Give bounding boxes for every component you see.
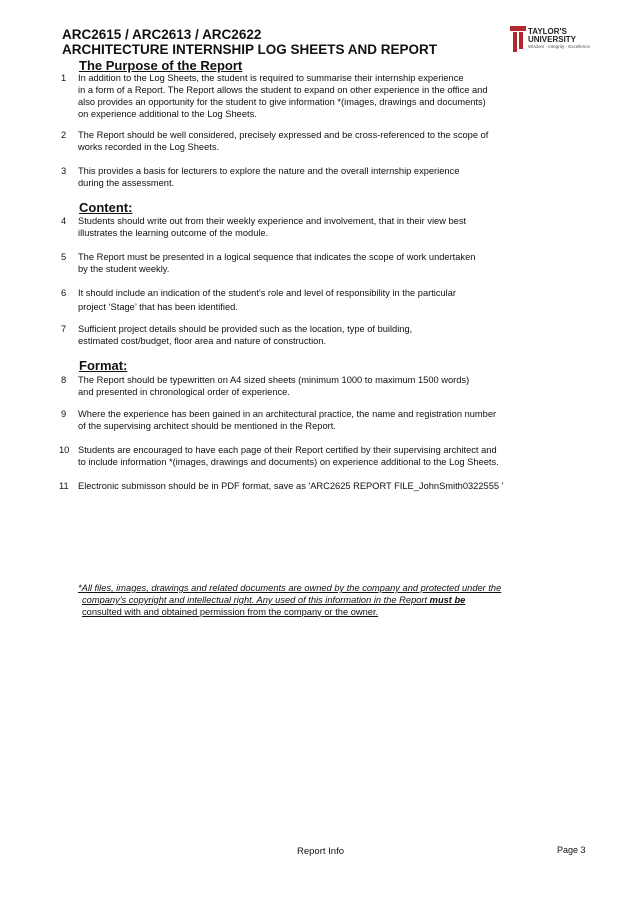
item-number: 3 xyxy=(61,166,67,176)
logo-text-university: UNIVERSITY xyxy=(528,35,577,44)
item-text-line: during the assessment. xyxy=(78,178,175,188)
item-number: 10 xyxy=(59,445,70,455)
item-text-line: The Report should be well considered, precisely expressed and be cross-referenced to the scope of xyxy=(78,130,489,140)
item-text-line: on experience additional to the Log Sheets. xyxy=(78,109,257,119)
document-title-line2: ARCHITECTURE INTERNSHIP LOG SHEETS AND REPORT xyxy=(62,42,438,57)
item-text-line: Sufficient project details should be provided such as the location, type of building, xyxy=(78,324,413,334)
university-logo-icon xyxy=(510,26,526,52)
item-number: 2 xyxy=(61,130,67,140)
note-line-2-bold: must be xyxy=(429,594,466,605)
note-line-2 xyxy=(78,595,538,607)
item-text-line: illustrates the learning outcome of the module. xyxy=(78,228,269,238)
item-text-line: The Report must be presented in a logical sequence that indicates the scope of work undertaken xyxy=(78,252,476,262)
section-heading-content: Content: xyxy=(79,200,133,215)
item-number: 1 xyxy=(61,73,67,83)
item-text-line: also provides an opportunity for the student to give information *(images, drawings and documents) xyxy=(78,97,486,107)
footer-label: Report Info xyxy=(297,846,344,857)
item-number: 4 xyxy=(61,216,67,226)
item-number: 6 xyxy=(61,288,67,298)
item-text-line: and presented in chronological order of experience. xyxy=(78,387,290,397)
item-text-line: estimated cost/budget, floor area and nature of construction. xyxy=(78,336,327,346)
document-title-line1: ARC2615 / ARC2613 / ARC2622 xyxy=(62,27,262,42)
section-heading-format: Format: xyxy=(79,358,128,373)
section-heading-purpose: The Purpose of the Report xyxy=(79,58,243,73)
note-line-2-text: company's copyright and intellectual right. Any used of this information in the Report xyxy=(82,594,430,605)
copyright-note xyxy=(78,583,538,618)
page-number: Page 3 xyxy=(557,845,586,855)
item-text-line: The Report should be typewritten on A4 sized sheets (minimum 1000 to maximum 1500 words) xyxy=(78,375,470,385)
logo-text-taylors: TAYLOR'S xyxy=(528,27,567,36)
item-text-line: of the supervising architect should be mentioned in the Report. xyxy=(78,421,336,431)
note-line-3: consulted with and obtained permission from the company or the owner. xyxy=(82,606,379,617)
item-number: 8 xyxy=(61,375,67,385)
item-text-line: Students should write out from their weekly experience and involvement, that in their view best xyxy=(78,216,467,226)
item-text-line: It should include an indication of the student's role and level of responsibility in the particular xyxy=(78,288,457,298)
item-number: 11 xyxy=(59,481,69,491)
item-text-line: Where the experience has been gained in an architectural practice, the name and registration number xyxy=(78,409,497,419)
item-number: 5 xyxy=(61,252,67,262)
item-text-line: project ‘Stage’ that has been identified. xyxy=(78,302,238,312)
item-text-line: by the student weekly. xyxy=(78,264,170,274)
item-text-line: to include information *(images, drawings and documents) on experience additional to the Log Sheets. xyxy=(78,457,499,467)
item-text-line: Students are encouraged to have each page of their Report certified by their supervising architect and xyxy=(78,445,497,455)
item-number: 9 xyxy=(61,409,67,419)
logo-tagline: Wisdom · Integrity · Excellence xyxy=(528,44,591,49)
item-text-line: in a form of a Report. The Report allows the student to expand on other experience in the office and xyxy=(78,85,488,95)
item-number: 7 xyxy=(61,324,67,334)
item-text-line: works recorded in the Log Sheets. xyxy=(78,142,220,152)
item-text-line: Electronic submisson should be in PDF format, save as 'ARC2625 REPORT FILE_JohnSmith0322555 ' xyxy=(78,481,504,491)
item-text-line: This provides a basis for lecturers to explore the nature and the overall internship experience xyxy=(78,166,460,176)
note-line-1: *All files, images, drawings and related documents are owned by the company and protected under the xyxy=(78,583,502,593)
item-text-line: In addition to the Log Sheets, the student is required to summarise their internship experience xyxy=(78,73,464,83)
